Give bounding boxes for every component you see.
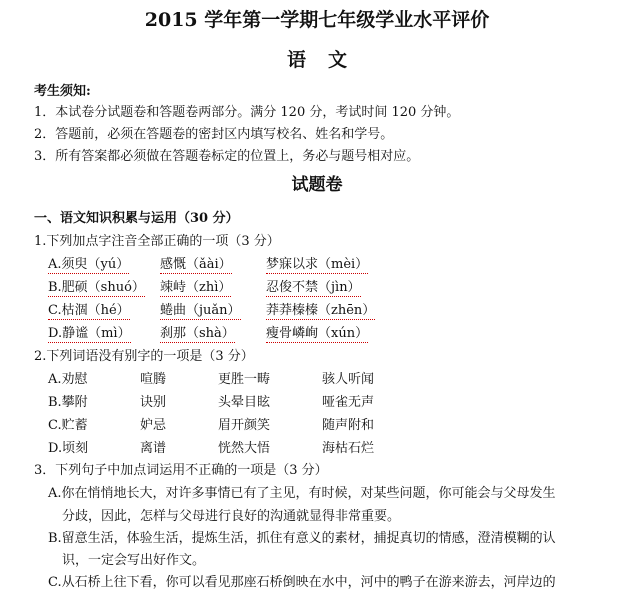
q2-cell: 眉开颜笑 — [218, 418, 271, 433]
exam-title: 2015 学年第一学期七年级学业水平评价 — [144, 9, 490, 31]
q2-cell: B.攀附 — [48, 395, 88, 410]
q2-cell: C.贮蓄 — [48, 418, 88, 433]
q1-cell: 忍俊不禁（jìn） — [266, 280, 361, 295]
q1-cell: C.枯涸（hé） — [48, 303, 130, 318]
notice-item: 1．本试卷分试题卷和答题卷两部分。满分 120 分，考试时间 120 分钟。 — [34, 105, 460, 120]
subject-title: 语文 — [286, 49, 369, 71]
q2-cell: 恍然大悟 — [218, 441, 271, 456]
q1-cell: 感慨（ǎài） — [160, 257, 232, 272]
q1-cell: A.须臾（yú） — [48, 257, 130, 272]
q3-line: 分歧，因此，怎样与父母进行良好的沟通就显得非常重要。 — [62, 509, 401, 524]
q1-cell: 刹那（shà） — [160, 326, 235, 341]
q1-cell: 梦寐以求（mèi） — [266, 257, 369, 272]
q2-cell: 喧腾 — [140, 372, 167, 387]
q1-cell: D.静谧（mì） — [48, 326, 131, 341]
q2-cell: A.劝慰 — [48, 372, 88, 387]
q2-cell: 海枯石烂 — [322, 441, 375, 456]
paper-heading: 试题卷 — [291, 175, 343, 195]
q1-cell: 莽莽榛榛（zhēn） — [266, 303, 376, 318]
q2-cell: 头晕目眩 — [218, 395, 271, 410]
q2-cell: 随声附和 — [322, 418, 375, 433]
q2-cell: 更胜一畴 — [218, 372, 271, 387]
notice-heading: 考生须知: — [34, 84, 91, 99]
q2-cell: 诀别 — [140, 395, 167, 410]
q2-cell: 离谱 — [140, 441, 167, 456]
q1-cell: 蜷曲（juǎn） — [160, 303, 241, 318]
q2-cell: 哑雀无声 — [322, 395, 375, 410]
q3-line: 识，一定会写出好作文。 — [62, 553, 206, 568]
q1-cell: 竦峙（zhì） — [160, 280, 232, 295]
q2-cell: D.顷刻 — [48, 441, 89, 456]
q3-line: B.留意生活，体验生活，提炼生活，抓住有意义的素材，捕捉真切的情感，澄清模糊的认 — [48, 531, 556, 546]
question-stem: 2.下列词语没有别字的一项是（3 分） — [34, 349, 254, 364]
q1-cell: B.肥硕（shuó） — [48, 280, 145, 295]
q1-cell: 瘦骨嶙峋（xún） — [266, 326, 369, 341]
question-stem: 3．下列句子中加点词运用不正确的一项是（3 分） — [34, 463, 328, 478]
notice-item: 3．所有答案都必须做在答题卷标定的位置上，务必与题号相对应。 — [34, 149, 420, 164]
notice-item: 2．答题前，必须在答题卷的密封区内填写校名、姓名和学号。 — [34, 127, 394, 142]
q2-cell: 骇人听闻 — [322, 372, 375, 387]
section-heading: 一、语文知识积累与运用（30 分） — [34, 211, 239, 226]
q2-cell: 妒忌 — [140, 418, 167, 433]
q3-line: C.从石桥上往下看，你可以看见那座石桥倒映在水中，河中的鸭子在游来游去，河岸边的 — [48, 575, 556, 590]
question-stem: 1.下列加点字注音全部正确的一项（3 分） — [34, 234, 280, 249]
q3-line: A.你在悄悄地长大，对许多事情已有了主见，有时候，对某些问题，你可能会与父母发生 — [48, 486, 556, 501]
